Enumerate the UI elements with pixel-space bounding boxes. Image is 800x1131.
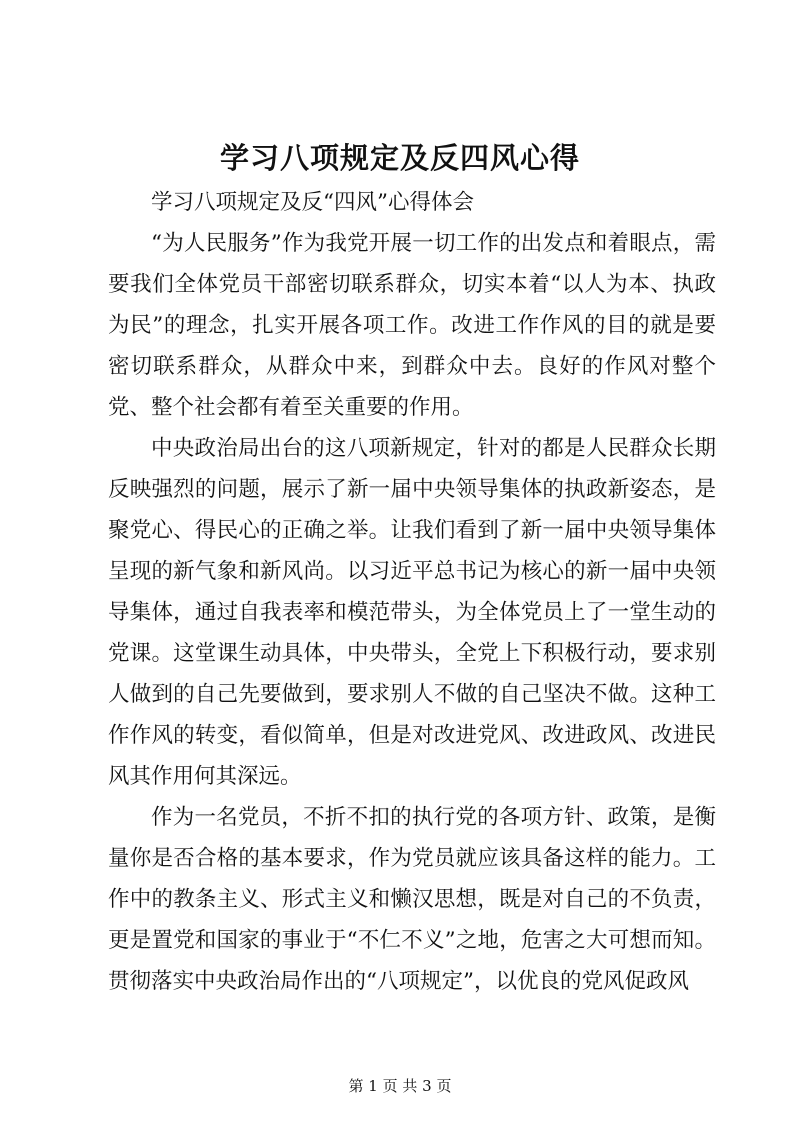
- paragraph-1: “为人民服务”作为我党开展一切工作的出发点和着眼点，需要我们全体党员干部密切联系群众，切实本着“以人为本、执政为民”的理念，扎实开展各项工作。改进工作作风的目的就是要密切联系群众，从群众中来，到群众中去。良好的作风对整个党、整个社会都有着至关重要的作用。: [108, 231, 716, 420]
- paragraph-3: 作为一名党员，不折不扣的执行党的各项方针、政策，是衡量你是否合格的基本要求，作为党员就应该具备这样的能力。工作中的教条主义、形式主义和懒汉思想，既是对自己的不负责，更是置党和国家的事业于“不仁不义”之地，危害之大可想而知。贯彻落实中央政治局作出的“八项规定”，以优良的党风促政风: [108, 805, 716, 994]
- paragraph-2: 中央政治局出台的这八项新规定，针对的都是人民群众长期反映强烈的问题，展示了新一届中央领导集体的执政新姿态，是聚党心、得民心的正确之举。让我们看到了新一届中央领导集体呈现的新气象和新风尚。以习近平总书记为核心的新一届中央领导集体，通过自我表率和模范带头，为全体党员上了一堂生动的党课。这堂课生动具体，中央带头，全党上下积极行动，要求别人做到的自己先要做到，要求别人不做的自己坚决不做。这种工作作风的转变，看似简单，但是对改进党风、改进政风、改进民风其作用何其深远。: [108, 436, 716, 789]
- document-body: [108, 182, 716, 1002]
- page-footer: 第 1 页 共 3 页: [348, 1077, 452, 1095]
- document-title: 学习八项规定及反四风心得: [219, 141, 580, 175]
- document-subtitle: 学习八项规定及反“四风”心得体会: [151, 190, 474, 215]
